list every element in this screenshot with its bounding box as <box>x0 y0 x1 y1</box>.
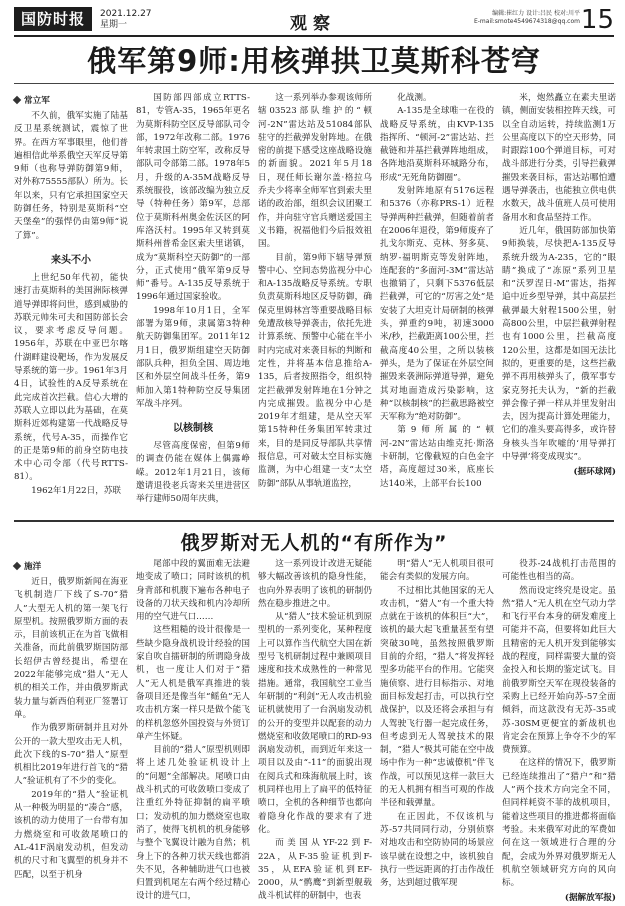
weekday-text: 星期一 <box>100 20 128 30</box>
paragraph: 第9师所属的“顿河-2N”雷达站由维克托·斯洛卡研制，它像截短的白色金字塔，高度超过30米，底座长达140米，上部平台长100 <box>380 425 494 489</box>
subheading: 以核制核 <box>173 423 213 435</box>
article1-body <box>14 92 616 517</box>
author-byline <box>14 560 128 572</box>
article-source: (据环球网) <box>573 467 616 478</box>
paragraph: 在正因此，不仅该机与苏-57共同同行动，分别侦察对地攻击和空防协同的场景应该早就在设想之中，该机独自执行一些远距离的打击作战任务，达到超过俄军现 <box>380 811 494 889</box>
byline-diamond-icon <box>13 96 21 104</box>
page-number: 15 <box>580 5 614 35</box>
article2-column-5 <box>502 558 616 904</box>
subheading: 来头不小 <box>51 254 91 266</box>
paragraph: 从“猎人”技术验证机到原型机的一系列变化，某种程度上可以算作当代航空大国在新型号飞机研制过程中兼顾项目速度和技术成熟性的一种常见措施。通常，我国航空工业当年研制的“利剑”无人攻击机验证机就使用了一台涡扇发动机的公开的变型并以配套的动力燃烧室和收敛尾喷口的RD-93涡扇发动机，而到近年来这一项目以及由“-11”的面貌出现在阅兵式和珠海航展上时，该机同样也用上了扁平的低特征喷口，全机的各种细节也都向着隐身化作战的要求有了进化。 <box>258 612 372 835</box>
paragraph: A-135是全球唯一在役的战略反导系统，由KVP-135指挥所、“顿河-2”雷达站、拦截链和并基拦截弹阵地组成，各阵地沿莫斯科环城路分布，形成“无死角防御圈”。 <box>380 106 494 183</box>
email-text: E-mail:smote4549674318@qq.com <box>473 18 580 25</box>
article2-column-1 <box>14 558 128 880</box>
paragraph: 米，炮然矗立在素夫里诺镇，侧面安装相控阵天线，可以全自动运转，持续监测1万公里高度以下的空天形势，同时跟踪100个弹道目标，可对战斗部进行分类，引导拦截弹摧毁来袭目标，雷达站哪怕遭遇导弹袭击，也能独立供电供水数天，战斗值班人员可使用备用水和食品坚持工作。 <box>502 93 616 223</box>
paragraph: 国防部四部成立RTTS-81，专管A-35，1965年更名为莫斯科防空区反导部队司令部，1972年改称二部。1976年转隶国土防空军，改称反导部队司令部第二部。1978年5月，升级的A-35M战略反导系统服役，该部改编为独立反导（特种任务）第9军，总部位于莫斯科州奥金佐沃区的阿库洛沃村。1995年又转到莫斯科州普希金区索夫里诺镇，成为“莫斯科空天防御”的一部分，正式使用“俄军第9反导师”番号。A-135反导系统于1996年通过国家验收。 <box>136 93 250 303</box>
article2-headline: 俄罗斯对无人机的“有所作为” <box>180 532 448 554</box>
paragraph: 目前的“猎人”原型机则即将上述几处验证机设计上的“问题”全部解决。尾喷口由战斗机式的可收敛喷口变成了注重红外特征抑制的扁平喷口；发动机的加力燃烧室也取消了，使得飞机机的机身能够与整个飞翼设计融为自然；机身上下的各种刀状天线也都消失不见，各种辅助进气口也被归置到机尾左右两个经过精心设计的进气口， <box>136 745 250 902</box>
article2-column-4 <box>380 558 494 889</box>
paragraph: 化战测。 <box>397 93 432 103</box>
paragraph: 2019年的“猎人”验证机从一种极为明显的“凑合”感，该机的动力使用了一台带有加力燃烧室和可收敛尾喷口的AL-41F涡扇发动机，但发动机的尺寸和飞翼型的机身并不匹配，以至于机身 <box>14 789 128 880</box>
paragraph: 而美国从YF-22到F-22A，从F-35验证机到F-35，从EFA验证机到EF-2000，从“鹘鹰”到新型舰载战斗机试样的研制中，也表 <box>258 838 372 902</box>
paragraph: 近日，俄罗斯新闻在海亚飞机制造厂下线了S-70“猎人”大型无人机的第一架飞行原型机。按照俄罗斯方面的表示，目前该机正在为首飞做相关准备，而此前俄罗斯国防部长绍伊古曾经提出，希望在2022年能够完成“猎人”无人机的相关工作，并由俄罗斯武装力量与新西伯利亚厂签署订单。 <box>14 577 128 720</box>
paragraph: 不久前，俄军实施了陆基反卫星系统测试，震惊了世界。在西方军事眼里，他们普遍相信此举系俄空天军反导第9师（也称导弹防御第9师，对外称75555部队）所为。长年以来，只有它承担国家空天防御任务，特别是莫斯科“空天堡垒”的强悍仍由第9师“说了算”。 <box>14 111 128 241</box>
paragraph: 近几年，俄国防部加快第9师换装，尽快把A-135反导系统升级为A-235，它的“眼睛”换成了“冻原”系列卫星和“沃罗涅日-M”雷达，指挥追中近乡型导弹，其中高层拦截弹最大射程1500公里，射高800公里，中层拦截弹射程也有1000公里，拦截高度120公里，这都是如国无法比拟的，更重要的是，这些拦截弹不再用核弹头了，俄军事专家克努托夫认为，“新的拦截弹会像子弹一样从并里发射出去，因为提高计算处理能力，它们的准头要高得多，或许替身核头当年吹嘘的‘用导弹打中导弹’将变成现实”。 <box>502 225 616 463</box>
page-header <box>14 7 614 37</box>
author-name: 施洋 <box>24 562 42 572</box>
paragraph: 明“猎人”无人机项目很可能会有类似的发展方向。 <box>380 559 494 583</box>
date-text: 2021.12.27 <box>100 9 152 19</box>
paragraph: 发射阵地原有5176远程和5376（亦称PRS-1）近程导弹两种拦截弹，但随着前者在2006年退役，第9师废弃了扎戈尔斯克、克林、努多莫、纳罗-福明斯克等发射阵地，连配套的“多面河-3M”雷达站也撤销了，只剩下5376低层拦截弹，可它的“厉害之处”是安装了大坦克计局研制的核弹头，弹重约9吨，初速3000米/秒，拦截距离100公里，拦截高度40公里，之所以装核弹头，是为了保证在外层空间摧毁来袭洲际弹道导弹，避免其对地面造成污染影响，这种“以核制核”的拦截思路被空天军称为“绝对防御”。 <box>380 186 494 423</box>
paragraph: 尾部中段的翼面难无法避地变成了喷口；同时该机的机身背部和机腹下遍布各种电子设备的刀状天线和机内冷却所用的空气进气口…… <box>136 559 250 623</box>
paragraph: 目前，第9师下辖导弹预警中心、空间态势监视分中心和A-135战略反导系统。专职负责莫斯科地区反导防御，确保克里姆林宫等重要战略目标免遭敌核导弹袭击，依托先进计算系统、预警中心能在半小时内完成对来袭目标的判断和定性，并将基本信息推给A-135，后者按照指令，组织特定拦截弹发射阵地在1分钟之内完成摧毁。监视分中心是2019年才组建，是从空天军第15特种任务集团军转隶过来，目的是同反导部队共享情报信息，可对破太空目标实施监测，为中心组建一支“太空防御”部队从事轨道监控， <box>258 252 372 489</box>
article1-column-3 <box>258 92 372 517</box>
paragraph: 这一系列举办参观该师所辖03523部队维护的“顿河-2N”雷达站及51084部队驻守的拦截弹发射阵地。在俄密的前提下感受这座战略设施的新面貌。2021年5月18日，现任师长谢尔盖·格拉乌乔夫少将率全师军官到索夫里诺的政治部，组织会议团聚工作，并向驻守官兵赠送爱国主义书籍，祝福他们今后报效祖国。 <box>258 93 372 250</box>
byline-diamond-icon <box>13 562 21 570</box>
article1-column-1 <box>14 92 128 517</box>
article1-headline: 俄军第9师:用核弹拱卫莫斯科苍穹 <box>87 44 541 78</box>
paragraph: 在这样的情况下，俄罗斯已经连续推出了“猎户”和“猎人”两个技术方向完全不同，但同样耗资不菲的战机项目，能着这些项目的推进都将面临考验。未来俄军对此的军费如何在这一领域进行合理的分配，会成为外界对俄罗斯无人机航空领域研究方向的风向标。 <box>502 758 616 889</box>
article2-column-3 <box>258 558 372 902</box>
article1-column-2 <box>136 92 250 517</box>
editor-credits <box>474 10 580 26</box>
paragraph: 这一系列设计改进无疑能够大幅改善该机的隐身性能，也向外界表明了该机的研制仍然在稳步推进之中。 <box>258 559 372 609</box>
article1-column-4 <box>380 92 494 517</box>
paragraph: 这些粗糙的设计很像是一些缺少隐身战机设计经验的国家自吹自擂研制的所谓隐身战机，也一度让人们对于“猎人”无人机是俄军真推进的装备项目还是像当年“鳐鱼”无人攻击机方案一样只是做个能飞的样机忽悠外国投资与外贸订单产生怀疑。 <box>136 625 250 742</box>
paragraph: 作为俄罗斯研制并且对外公开的一款大型攻击无人机，此次下线的S-70“猎人”原型机相比2019年进行首飞的“猎人”验证机有了不少的变化。 <box>14 723 128 787</box>
paragraph: 不过相比其他国家的无人攻击机，“猎人”有一个重大特点就在于该机的体积巨“大”，该机的最大起飞重量甚至有望突破30吨，虽然按照俄罗斯目前的介绍，“猎人”将发挥轻型多功能平台的作用。它能突施侦察、进行目标指示、对地面目标发起打击，可以执行空战保护，以及还将会承担与有人驾驶飞行器一起完成任务，但考虑到无人驾驶技术的限制，“猎人”极其可能在空中战场中作为一种“忠诚僚机”伴飞作战，可以预见这样一款巨大的无人机拥有相当可观的作战半径和载弹量。 <box>380 585 494 809</box>
paragraph: 1962年1月22日，苏联 <box>31 485 122 496</box>
paragraph: 上世纪50年代初，能快速打击莫斯科的美国洲际核弹道导弹即将问世，感到威胁的苏联元帅朱可夫和国防部长会议，要求考虑反导问题。1956年，苏联在中亚巴尔喀什湖畔建设靶场，作为发展反导系统的第一步。1961年3月4日，试验性的A反导系统在此完成首次拦截。信心大增的苏联人立即以此为基础，在莫斯科近郊构建第一代战略反导系统，代号A-35，而操作它的正是第9师的前身空防电技术中心司令部（代号RTTS-81）。 <box>14 272 128 483</box>
article-source: (据解放军报) <box>564 893 616 904</box>
newspaper-logo: 国防时报 <box>14 7 92 31</box>
article2-column-2 <box>136 558 250 902</box>
author-name: 常立军 <box>24 96 50 106</box>
paragraph: 尽管高度保密，但第9师的调查仍能在媒体上偶露峥嵘。2012年1月21日，该师邀请退役老兵寄来关里进营区举行建师50周年庆典， <box>136 441 250 505</box>
paragraph: 然而设定终究是设定。虽然“猎人”无人机在空气动力学和飞行平台本身的研发难度上可能并不高，但要将如此巨大且精密的无人机开发到能够实战的程度，同样需要大量的资金投入和长期的鉴定试飞。目前俄罗斯空天军在现役装备的采购上已经开始向苏-57全面倾斜，而这款没有无苏-35或苏-30SM更便宜的新战机也肯定会在预算上争夺不少的军费预算。 <box>502 585 616 756</box>
section-title: 观察 <box>290 14 336 34</box>
author-byline <box>14 94 128 106</box>
paragraph: 役苏-24战机打击范围的可能性也相当的高。 <box>502 559 616 583</box>
article1-column-5 <box>502 92 616 517</box>
paragraph: 1998年10月1日，全军部署为第9师，隶属第3特种航天防御集团军。2011年12月1日，俄罗斯组建空天防御部队兵种，担负全国、周边地区和外层空间战斗任务，第9师加入第1特种防空反导集团军战斗序列。 <box>136 305 250 409</box>
article2-body <box>14 558 616 904</box>
editors-text: 编辑:崔红力 设计:吕民 校对:川平 <box>492 10 580 17</box>
headline-rule <box>14 83 614 84</box>
issue-date <box>100 9 152 31</box>
article-divider <box>14 520 614 522</box>
